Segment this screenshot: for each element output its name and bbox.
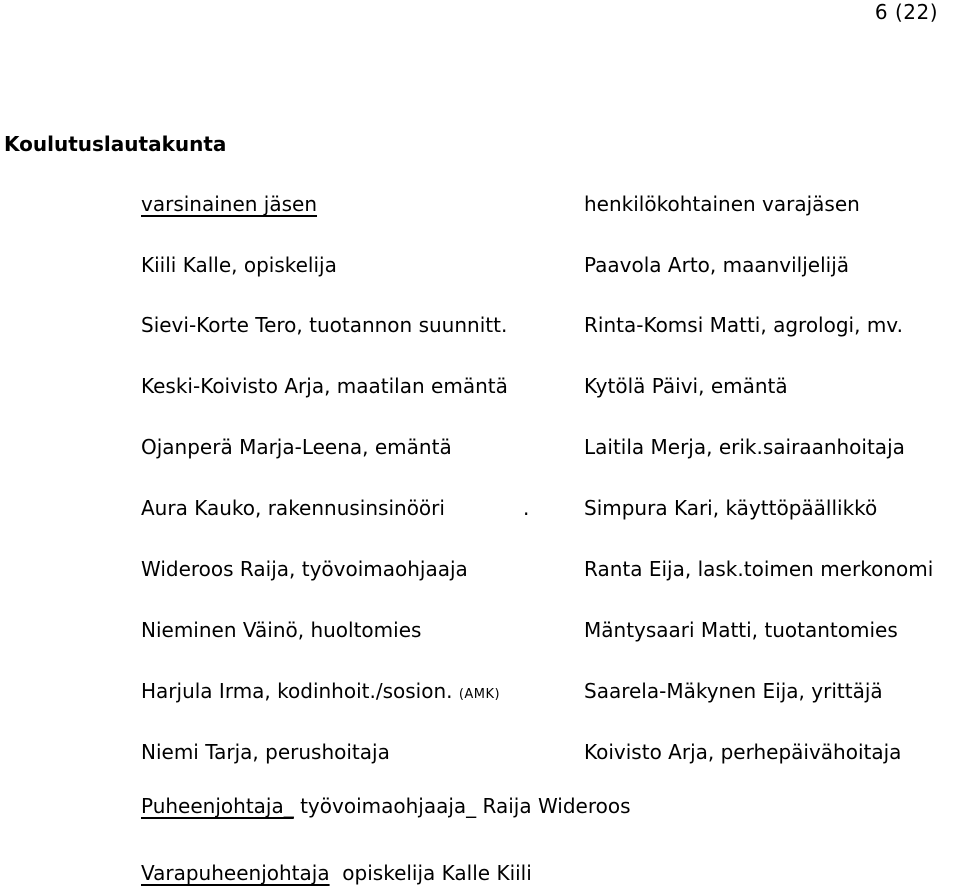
member-entry-name: Harjula Irma, kodinhoit./sosion. [141,679,453,703]
deputy-entry: Mäntysaari Matti, tuotantomies [584,618,898,642]
member-entry: Aura Kauko, rakennusinsinööri [141,496,445,520]
deputy-entry: Rinta-Komsi Matti, agrologi, mv. [584,313,903,337]
deputy-entry: Simpura Kari, käyttöpäällikkö [584,496,878,520]
member-entry: Ojanperä Marja-Leena, emäntä [141,435,452,459]
deputy-column-header: henkilökohtainen varajäsen [584,192,860,216]
deputy-entry: Ranta Eija, lask.toimen merkonomi [584,557,934,581]
committee-title: Koulutuslautakunta [4,132,227,156]
member-entry [141,678,500,708]
member-entry: Kiili Kalle, opiskelija [141,253,337,277]
deputy-entry: Koivisto Arja, perhepäivähoitaja [584,740,902,764]
vice-chair-value: opiskelija Kalle Kiili [342,861,532,885]
vice-chair-label: Varapuheenjohtaja [141,861,330,885]
deputy-entry: Saarela-Mäkynen Eija, yrittäjä [584,679,883,703]
member-entry-suffix: . [523,496,530,520]
member-column-header: varsinainen jäsen [141,192,318,216]
chair-label: Puheenjohtaja_ [141,794,294,818]
member-entry: Niemi Tarja, perushoitaja [141,740,390,764]
chair-line [141,793,631,819]
member-entry-suffix: (AMK) [458,687,501,702]
deputy-entry: Paavola Arto, maanviljelijä [584,253,850,277]
chair-value: työvoimaohjaaja_ Raija Wideroos [293,794,631,818]
member-entry: Sievi-Korte Tero, tuotannon suunnitt. [141,313,508,337]
member-entry: Wideroos Raija, työvoimaohjaaja [141,557,468,581]
page-number: 6 (22) [874,0,938,24]
deputy-entry: Kytölä Päivi, emäntä [584,374,788,398]
deputy-entry: Laitila Merja, erik.sairaanhoitaja [584,435,905,459]
vice-chair-line [141,860,532,886]
member-entry: Nieminen Väinö, huoltomies [141,618,422,642]
member-entry: Keski-Koivisto Arja, maatilan emäntä [141,374,508,398]
